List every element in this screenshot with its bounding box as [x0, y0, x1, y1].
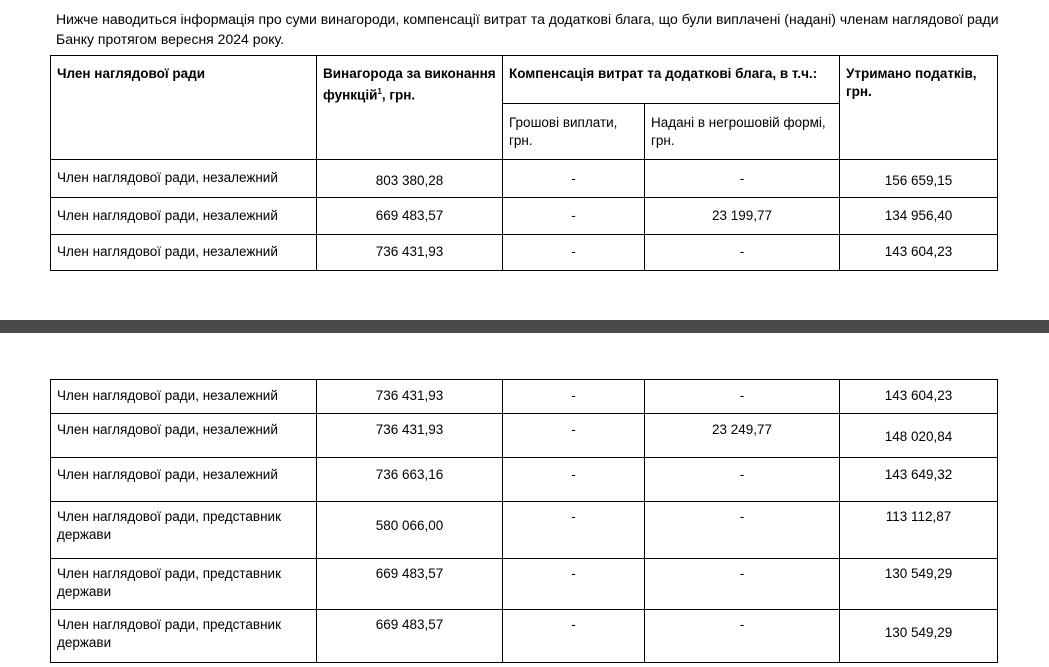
cell-noncash: - — [645, 559, 840, 610]
cell-cash: - — [503, 458, 645, 502]
cell-reward: 669 483,57 — [317, 559, 503, 610]
cell-member: Член наглядової ради, представник держави — [51, 502, 317, 559]
table-row — [51, 458, 998, 502]
compensation-table-page-2 — [50, 379, 998, 663]
cell-noncash: 23 249,77 — [645, 414, 840, 458]
cell-noncash: - — [645, 610, 840, 663]
cell-member: Член наглядової ради, незалежний — [51, 414, 317, 458]
cell-member: Член наглядової ради, представник держави — [51, 610, 317, 663]
cell-cash: - — [503, 559, 645, 610]
cell-noncash: - — [645, 458, 840, 502]
cell-reward: 803 380,28 — [317, 160, 503, 198]
table-row — [51, 198, 998, 235]
table-row — [51, 380, 998, 414]
table-row — [51, 502, 998, 559]
table-row — [51, 610, 998, 663]
intro-paragraph: Нижче наводиться інформація про суми винагороди, компенсації витрат та додаткові блага, що були виплачені (надані) членам наглядової ради Банку протягом вересня 2024 року. — [56, 11, 999, 47]
cell-reward: 736 431,93 — [317, 414, 503, 458]
cell-taxes: 113 112,87 — [840, 502, 998, 559]
cell-taxes: 156 659,15 — [840, 160, 998, 198]
cell-reward: 736 663,16 — [317, 458, 503, 502]
header-taxes: Утримано податків, грн. — [840, 56, 998, 160]
compensation-table-page-1 — [50, 55, 998, 271]
cell-member: Член наглядової ради, незалежний — [51, 235, 317, 271]
cell-member: Член наглядової ради, незалежний — [51, 458, 317, 502]
cell-cash: - — [503, 610, 645, 663]
cell-noncash: - — [645, 235, 840, 271]
cell-member: Член наглядової ради, незалежний — [51, 160, 317, 198]
cell-member: Член наглядової ради, незалежний — [51, 380, 317, 414]
cell-taxes: 130 549,29 — [840, 559, 998, 610]
cell-noncash: - — [645, 502, 840, 559]
cell-noncash: - — [645, 160, 840, 198]
cell-member: Член наглядової ради, незалежний — [51, 198, 317, 235]
cell-taxes: 143 604,23 — [840, 235, 998, 271]
cell-cash: - — [503, 235, 645, 271]
header-noncash: Надані в негрошовій формі, грн. — [645, 104, 840, 160]
cell-reward: 669 483,57 — [317, 198, 503, 235]
header-cash: Грошові виплати, грн. — [503, 104, 645, 160]
table-row — [51, 235, 998, 271]
table-row — [51, 160, 998, 198]
header-reward: Винагорода за виконання функцій$^1$, грн. — [317, 56, 503, 160]
header-member: Член наглядової ради — [51, 56, 317, 160]
cell-taxes: 143 604,23 — [840, 380, 998, 414]
cell-taxes: 143 649,32 — [840, 458, 998, 502]
table-row — [51, 559, 998, 610]
cell-reward: 580 066,00 — [317, 502, 503, 559]
cell-cash: - — [503, 380, 645, 414]
cell-reward: 736 431,93 — [317, 380, 503, 414]
cell-taxes: 148 020,84 — [840, 414, 998, 458]
cell-noncash: 23 199,77 — [645, 198, 840, 235]
cell-cash: - — [503, 198, 645, 235]
cell-cash: - — [503, 502, 645, 559]
cell-noncash: - — [645, 380, 840, 414]
cell-reward: 669 483,57 — [317, 610, 503, 663]
table-row — [51, 414, 998, 458]
cell-reward: 736 431,93 — [317, 235, 503, 271]
cell-cash: - — [503, 414, 645, 458]
cell-taxes: 130 549,29 — [840, 610, 998, 663]
header-compensation: Компенсація витрат та додаткові блага, в т.ч.: — [503, 56, 840, 104]
cell-cash: - — [503, 160, 645, 198]
cell-taxes: 134 956,40 — [840, 198, 998, 235]
page-separator — [0, 320, 1049, 333]
cell-member: Член наглядової ради, представник держави — [51, 559, 317, 610]
